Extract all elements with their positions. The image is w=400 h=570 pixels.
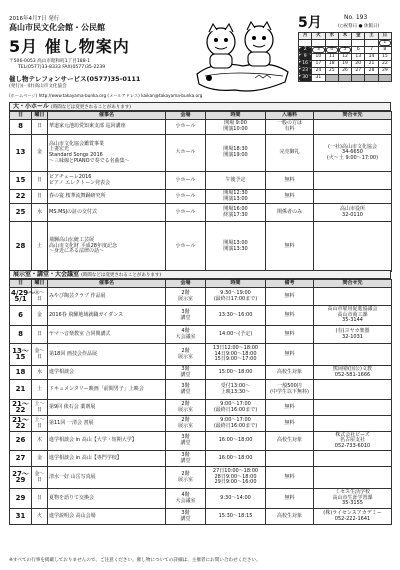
publisher: (発行)(一財)高山市文化協会 bbox=[9, 84, 67, 89]
table-row bbox=[10, 509, 392, 525]
table-row bbox=[10, 416, 392, 432]
event-venue: 2階 展示室 bbox=[166, 288, 206, 306]
event-contact: 高山市雇用促進協議会 高山市商工課 35-3144 bbox=[314, 306, 392, 326]
event-contact: (株)ライセンスアカデミー 052-222-1641 bbox=[314, 509, 392, 525]
day: 15 bbox=[378, 54, 391, 61]
exhibit-note: (時間などは変更されることがあります) bbox=[81, 273, 162, 278]
hall-title: 大・小ホール bbox=[13, 103, 49, 110]
event-contact: (一社)高山市文化協会 34-6650 (火〜土 9:00〜17:00) bbox=[314, 135, 392, 172]
event-date: 29 bbox=[10, 489, 32, 509]
event-name: 進学説明会 高山会場 bbox=[48, 509, 166, 525]
event-name: 第9回 俵石会 薬剤展 bbox=[48, 400, 166, 416]
day: 26 bbox=[338, 68, 351, 75]
event-fee: 無料 bbox=[266, 306, 314, 326]
event-date: 25 bbox=[10, 204, 32, 222]
event-weekday: 土〜日 bbox=[32, 416, 48, 432]
event-name: 第18回 画技会作品展 bbox=[48, 344, 166, 366]
event-weekday: 水 bbox=[32, 204, 48, 222]
event-fee: 無料 bbox=[266, 344, 314, 366]
event-time: 13日12:00〜18:00 14日9:00〜18:00 15日9:00〜17:00 bbox=[206, 344, 266, 366]
event-date: 21 bbox=[10, 380, 32, 400]
table-row bbox=[10, 135, 392, 172]
event-venue: 3階 講堂 bbox=[166, 509, 206, 525]
table-row bbox=[10, 172, 392, 190]
event-name: 進学相談会 bbox=[48, 366, 166, 380]
event-weekday: 日 bbox=[32, 489, 48, 509]
event-fee: 無料 bbox=[266, 400, 314, 416]
col-header: 時間 bbox=[206, 280, 266, 288]
exhibit-table bbox=[9, 279, 392, 525]
event-date: 8 bbox=[10, 326, 32, 344]
col-header: 日 bbox=[10, 280, 32, 288]
event-name: みやび陶芸クラブ 作品展 bbox=[48, 288, 166, 306]
table-row bbox=[10, 190, 392, 204]
day: 6 bbox=[352, 47, 365, 54]
event-time: 9:30〜14:00 bbox=[206, 489, 266, 509]
event-weekday: 火 bbox=[32, 509, 48, 525]
event-fee: 無料 bbox=[266, 326, 314, 344]
table-row bbox=[10, 306, 392, 326]
event-name: MS.MSJの証の交付式 bbox=[48, 204, 166, 222]
event-time: 開場18:30 開演19:00 bbox=[206, 135, 266, 172]
event-time: 9:00〜17:00 (最終日16:00まで) bbox=[206, 416, 266, 432]
tel-fax: TEL(0577)33-8333 FAX(0577)35-2239 bbox=[18, 65, 106, 70]
day: 23 bbox=[299, 68, 312, 75]
weekday: 金 bbox=[352, 33, 365, 40]
day: 13 bbox=[352, 54, 365, 61]
event-date: 26 bbox=[10, 432, 32, 451]
event-date: 4/29〜 5/1 bbox=[10, 288, 32, 306]
table-row bbox=[10, 467, 392, 489]
event-fee: 関係者のみ bbox=[266, 204, 314, 222]
event-contact: 株式会社ビーズ 名古屋支社 052-733-6010 bbox=[314, 432, 392, 451]
event-venue: 3階 講堂 bbox=[166, 380, 206, 400]
event-time: 開場16:00 終演17:30 bbox=[206, 204, 266, 222]
calendar-legend: (○祝祭日 ● 休館日) bbox=[338, 24, 380, 29]
event-time: 13:30〜16:00 bbox=[206, 306, 266, 326]
day: 2 bbox=[299, 47, 312, 54]
day: 14 bbox=[365, 54, 378, 61]
day bbox=[325, 40, 338, 47]
event-fee: 無料 bbox=[266, 288, 314, 306]
event-name: ヤマハ音楽教室 合同関講式 bbox=[48, 326, 166, 344]
table-row bbox=[10, 288, 392, 306]
col-header: 日 bbox=[10, 112, 32, 120]
hall-note: (時間などは変更されることがあります) bbox=[50, 105, 131, 110]
event-name: 春の宴 桜華流舞踊研究所 bbox=[48, 190, 166, 204]
event-venue: 小ホール bbox=[166, 172, 206, 190]
event-name: ピアチェーレ2016 ピアノ エレクトーン発表会 bbox=[48, 172, 166, 190]
day bbox=[338, 75, 351, 82]
event-fee: 高校生対象 bbox=[266, 432, 314, 451]
month-label: 5月 bbox=[298, 15, 322, 31]
event-name: 高山市文化協会鑑賞事業 上妻宏光 Standard Songs 2016 〜三味線とPIANOで奏でる名曲集〜 bbox=[48, 135, 166, 172]
day: 19 bbox=[338, 61, 351, 68]
day: 10 bbox=[312, 54, 325, 61]
phone-service: 催し物テレフォンサービス(0577)35-0111 bbox=[9, 75, 141, 83]
weekday: 土 bbox=[365, 33, 378, 40]
event-fee: 完売御礼 bbox=[266, 135, 314, 172]
event-fee: 一般の方は 有料 bbox=[266, 120, 314, 135]
event-contact bbox=[314, 380, 392, 400]
event-date: 21〜22 bbox=[10, 416, 32, 432]
event-name: 進学相談会 in 高山【大学・短期大学】 bbox=[48, 432, 166, 451]
event-date: 27 bbox=[10, 451, 32, 467]
table-row bbox=[10, 451, 392, 467]
event-fee: 無料 bbox=[266, 489, 314, 509]
event-contact: ミセス生活学校 高山市生涯学習課 35-3155 bbox=[314, 489, 392, 509]
exhibit-section-header bbox=[9, 270, 391, 279]
event-fee: 無料 bbox=[266, 416, 314, 432]
table-row bbox=[10, 400, 392, 416]
weekday: 月 bbox=[299, 33, 312, 40]
event-weekday: ㊎〜日 bbox=[32, 288, 48, 306]
event-name: 飛騨高山伝統工芸展 高山市文化財 平成28年度記念 〜身近にある法律の話〜 bbox=[48, 222, 166, 272]
event-contact bbox=[314, 120, 392, 135]
day: 16 bbox=[299, 61, 312, 68]
col-header: 入場料 bbox=[266, 112, 314, 120]
day bbox=[365, 75, 378, 82]
event-venue: 2階 展示室 bbox=[166, 416, 206, 432]
event-venue: 小ホール bbox=[166, 120, 206, 135]
hall-section-header bbox=[9, 102, 391, 111]
col-header: 問合せ先 bbox=[314, 112, 392, 120]
event-fee: 一般500円 (中学生以下無料) bbox=[266, 380, 314, 400]
event-venue: 2階 展示室 bbox=[166, 467, 206, 489]
day: 9 bbox=[299, 54, 312, 61]
day bbox=[352, 40, 365, 47]
event-weekday: 日 bbox=[32, 172, 48, 190]
event-date: 8 bbox=[10, 120, 32, 135]
event-fee: 高校生対象 bbox=[266, 366, 314, 380]
event-weekday: 日 bbox=[32, 190, 48, 204]
event-contact bbox=[314, 172, 392, 190]
event-weekday: 土 bbox=[32, 222, 48, 272]
day: 22 bbox=[378, 61, 391, 68]
event-fee: 無料 bbox=[266, 467, 314, 489]
day: 17 bbox=[312, 61, 325, 68]
event-contact: 高山市役所 32-0110 bbox=[314, 204, 392, 222]
exhibit-title: 展示室・講堂・大会議室 bbox=[13, 271, 80, 278]
day: 27 bbox=[352, 68, 365, 75]
event-fee bbox=[266, 451, 314, 467]
org-name: 高山市民文化会館・公民館 bbox=[9, 23, 105, 32]
table-row bbox=[10, 489, 392, 509]
issue-date: 2016年4月7日 発行 bbox=[9, 16, 60, 22]
event-weekday: 木 bbox=[32, 432, 48, 451]
day: 12 bbox=[338, 54, 351, 61]
event-venue: 大ホール bbox=[166, 135, 206, 172]
table-row bbox=[10, 366, 392, 380]
col-header: 備考 bbox=[266, 280, 314, 288]
event-contact bbox=[314, 190, 392, 204]
event-venue: 2階 展示室 bbox=[166, 344, 206, 366]
event-venue: 3階 講堂 bbox=[166, 432, 206, 451]
day: 1 bbox=[378, 40, 391, 47]
day bbox=[299, 40, 312, 47]
day bbox=[378, 75, 391, 82]
event-time: 14:00〜(予定) bbox=[206, 326, 266, 344]
event-venue: 小ホール bbox=[166, 222, 206, 272]
table-row bbox=[10, 344, 392, 366]
weekday: 水 bbox=[325, 33, 338, 40]
event-venue: 小ホール bbox=[166, 204, 206, 222]
event-contact: (有)ヨヤカ楽器 32-1031 bbox=[314, 326, 392, 344]
event-name: 進学相談会 in 高山【専門学校】 bbox=[48, 451, 166, 467]
event-weekday: 土 bbox=[32, 380, 48, 400]
event-date: 6 bbox=[10, 306, 32, 326]
weekday: 木 bbox=[338, 33, 351, 40]
event-time: 16:00〜18:00 bbox=[206, 451, 266, 467]
event-weekday: 日 bbox=[32, 326, 48, 344]
event-date: 28 bbox=[10, 222, 32, 272]
event-date: 18 bbox=[10, 366, 32, 380]
event-fee: 無料 bbox=[266, 172, 314, 190]
event-venue: 3階 講堂 bbox=[166, 306, 206, 326]
event-date: 13〜15 bbox=[10, 344, 32, 366]
day: 30 bbox=[299, 75, 312, 82]
col-header: 曜日 bbox=[32, 280, 48, 288]
event-weekday: 金 bbox=[32, 306, 48, 326]
event-contact bbox=[314, 416, 392, 432]
weekday: 日 bbox=[378, 33, 391, 40]
weekday: 火 bbox=[312, 33, 325, 40]
day: 21 bbox=[365, 61, 378, 68]
event-venue: 3階 講堂 bbox=[166, 366, 206, 380]
event-weekday: 金 bbox=[32, 451, 48, 467]
event-weekday: 金 bbox=[32, 135, 48, 172]
day: 3 bbox=[312, 47, 325, 54]
table-row bbox=[10, 120, 392, 135]
table-row bbox=[10, 432, 392, 451]
col-header: 会場 bbox=[166, 112, 206, 120]
day: 24 bbox=[312, 68, 325, 75]
event-fee: 高校生対象 bbox=[266, 509, 314, 525]
col-header: 問合せ先 bbox=[314, 280, 392, 288]
event-venue: 4階 大会議室 bbox=[166, 489, 206, 509]
day: 11 bbox=[325, 54, 338, 61]
event-time: 午後予定 bbox=[206, 172, 266, 190]
footer-note: ※すべての行事を掲載しておりませんので、ご注意ください。催し物についての詳細は、主催者にお問い合わせください。 bbox=[9, 558, 261, 563]
page-title: 5月 催し物案内 bbox=[9, 37, 130, 56]
event-date: 22 bbox=[10, 190, 32, 204]
event-time: 開場12:30 開演13:00 bbox=[206, 190, 266, 204]
event-time: 16:00〜18:00 bbox=[206, 432, 266, 451]
event-venue: 小ホール bbox=[166, 190, 206, 204]
event-time: 開場13:00 開演13:30 bbox=[206, 222, 266, 272]
event-contact bbox=[314, 451, 392, 467]
col-header: 時間 bbox=[206, 112, 266, 120]
address: 〒506-0053 高山市昭和町1丁目188-1 bbox=[9, 59, 91, 64]
event-fee: 無料 bbox=[266, 222, 314, 272]
event-name: 夏物を語りて交換会 bbox=[48, 489, 166, 509]
col-header: 会場 bbox=[166, 280, 206, 288]
day bbox=[325, 75, 338, 82]
col-header: 曜日 bbox=[32, 112, 48, 120]
day bbox=[338, 40, 351, 47]
day: 25 bbox=[325, 68, 338, 75]
day: 20 bbox=[352, 61, 365, 68]
event-name: ドキュメンタリー映画「前間男子」上映会 bbox=[48, 380, 166, 400]
day: 4 bbox=[325, 47, 338, 54]
event-name: 清水一好 山岳写真展 bbox=[48, 467, 166, 489]
mascot-illustration bbox=[195, 16, 290, 98]
day: 31 bbox=[312, 75, 325, 82]
event-contact bbox=[314, 400, 392, 416]
event-contact: 熊岡塾(国公)文教 052-581-1666 bbox=[314, 366, 392, 380]
event-venue: 3階 講堂 bbox=[166, 451, 206, 467]
table-row bbox=[10, 326, 392, 344]
event-name: 華道家元池坊愛知東支部 巡回講座 bbox=[48, 120, 166, 135]
table-row bbox=[10, 204, 392, 222]
day: 29 bbox=[378, 68, 391, 75]
col-header: 催事名 bbox=[48, 280, 166, 288]
event-time: 27日10:00〜18:00 28日9:00〜18:00 29日9:00〜16:00 bbox=[206, 467, 266, 489]
day bbox=[312, 40, 325, 47]
event-time: 開場 9:00 開演10:00 bbox=[206, 120, 266, 135]
event-time: 9:00〜17:00 (最終日16:00まで) bbox=[206, 400, 266, 416]
event-contact bbox=[314, 344, 392, 366]
event-contact bbox=[314, 222, 392, 272]
event-weekday: 日 bbox=[32, 120, 48, 135]
month-calendar bbox=[298, 32, 392, 82]
day bbox=[365, 40, 378, 47]
event-weekday: 金〜日 bbox=[32, 467, 48, 489]
day: 28 bbox=[365, 68, 378, 75]
event-venue: 4階 大会議室 bbox=[166, 326, 206, 344]
web-info: (ホームページ) http://www.takayama-bunka.org (メールアドレス) kaikan@takayama-bunka.org bbox=[9, 93, 203, 98]
event-date: 31 bbox=[10, 509, 32, 525]
event-time: 15:30〜18:15 bbox=[206, 509, 266, 525]
event-date: 13 bbox=[10, 135, 32, 172]
issue-number: No. 193 bbox=[344, 14, 368, 21]
event-time: 15:00〜18:00 bbox=[206, 366, 266, 380]
event-name: 2016春 飛騨地域就職ガイダンス bbox=[48, 306, 166, 326]
day: 18 bbox=[325, 61, 338, 68]
event-date: 27〜29 bbox=[10, 467, 32, 489]
hall-table bbox=[9, 111, 392, 272]
event-contact bbox=[314, 467, 392, 489]
table-row bbox=[10, 222, 392, 272]
day: 5 bbox=[338, 47, 351, 54]
event-contact bbox=[314, 288, 392, 306]
event-fee: 無料 bbox=[266, 190, 314, 204]
day: 7 bbox=[365, 47, 378, 54]
event-weekday: 金〜日 bbox=[32, 344, 48, 366]
event-time: 受付13:00〜 上映13:30〜 bbox=[206, 380, 266, 400]
event-weekday: 水 bbox=[32, 366, 48, 380]
day bbox=[352, 75, 365, 82]
event-date: 15 bbox=[10, 172, 32, 190]
table-row bbox=[10, 380, 392, 400]
event-date: 21〜22 bbox=[10, 400, 32, 416]
day: 8 bbox=[378, 47, 391, 54]
event-name: 第11回 一清会 書展 bbox=[48, 416, 166, 432]
event-time: 9:30〜19:00 (最終日17:00まで) bbox=[206, 288, 266, 306]
col-header: 催事名 bbox=[48, 112, 166, 120]
event-venue: 2階 展示室 bbox=[166, 400, 206, 416]
event-weekday: 土〜日 bbox=[32, 400, 48, 416]
